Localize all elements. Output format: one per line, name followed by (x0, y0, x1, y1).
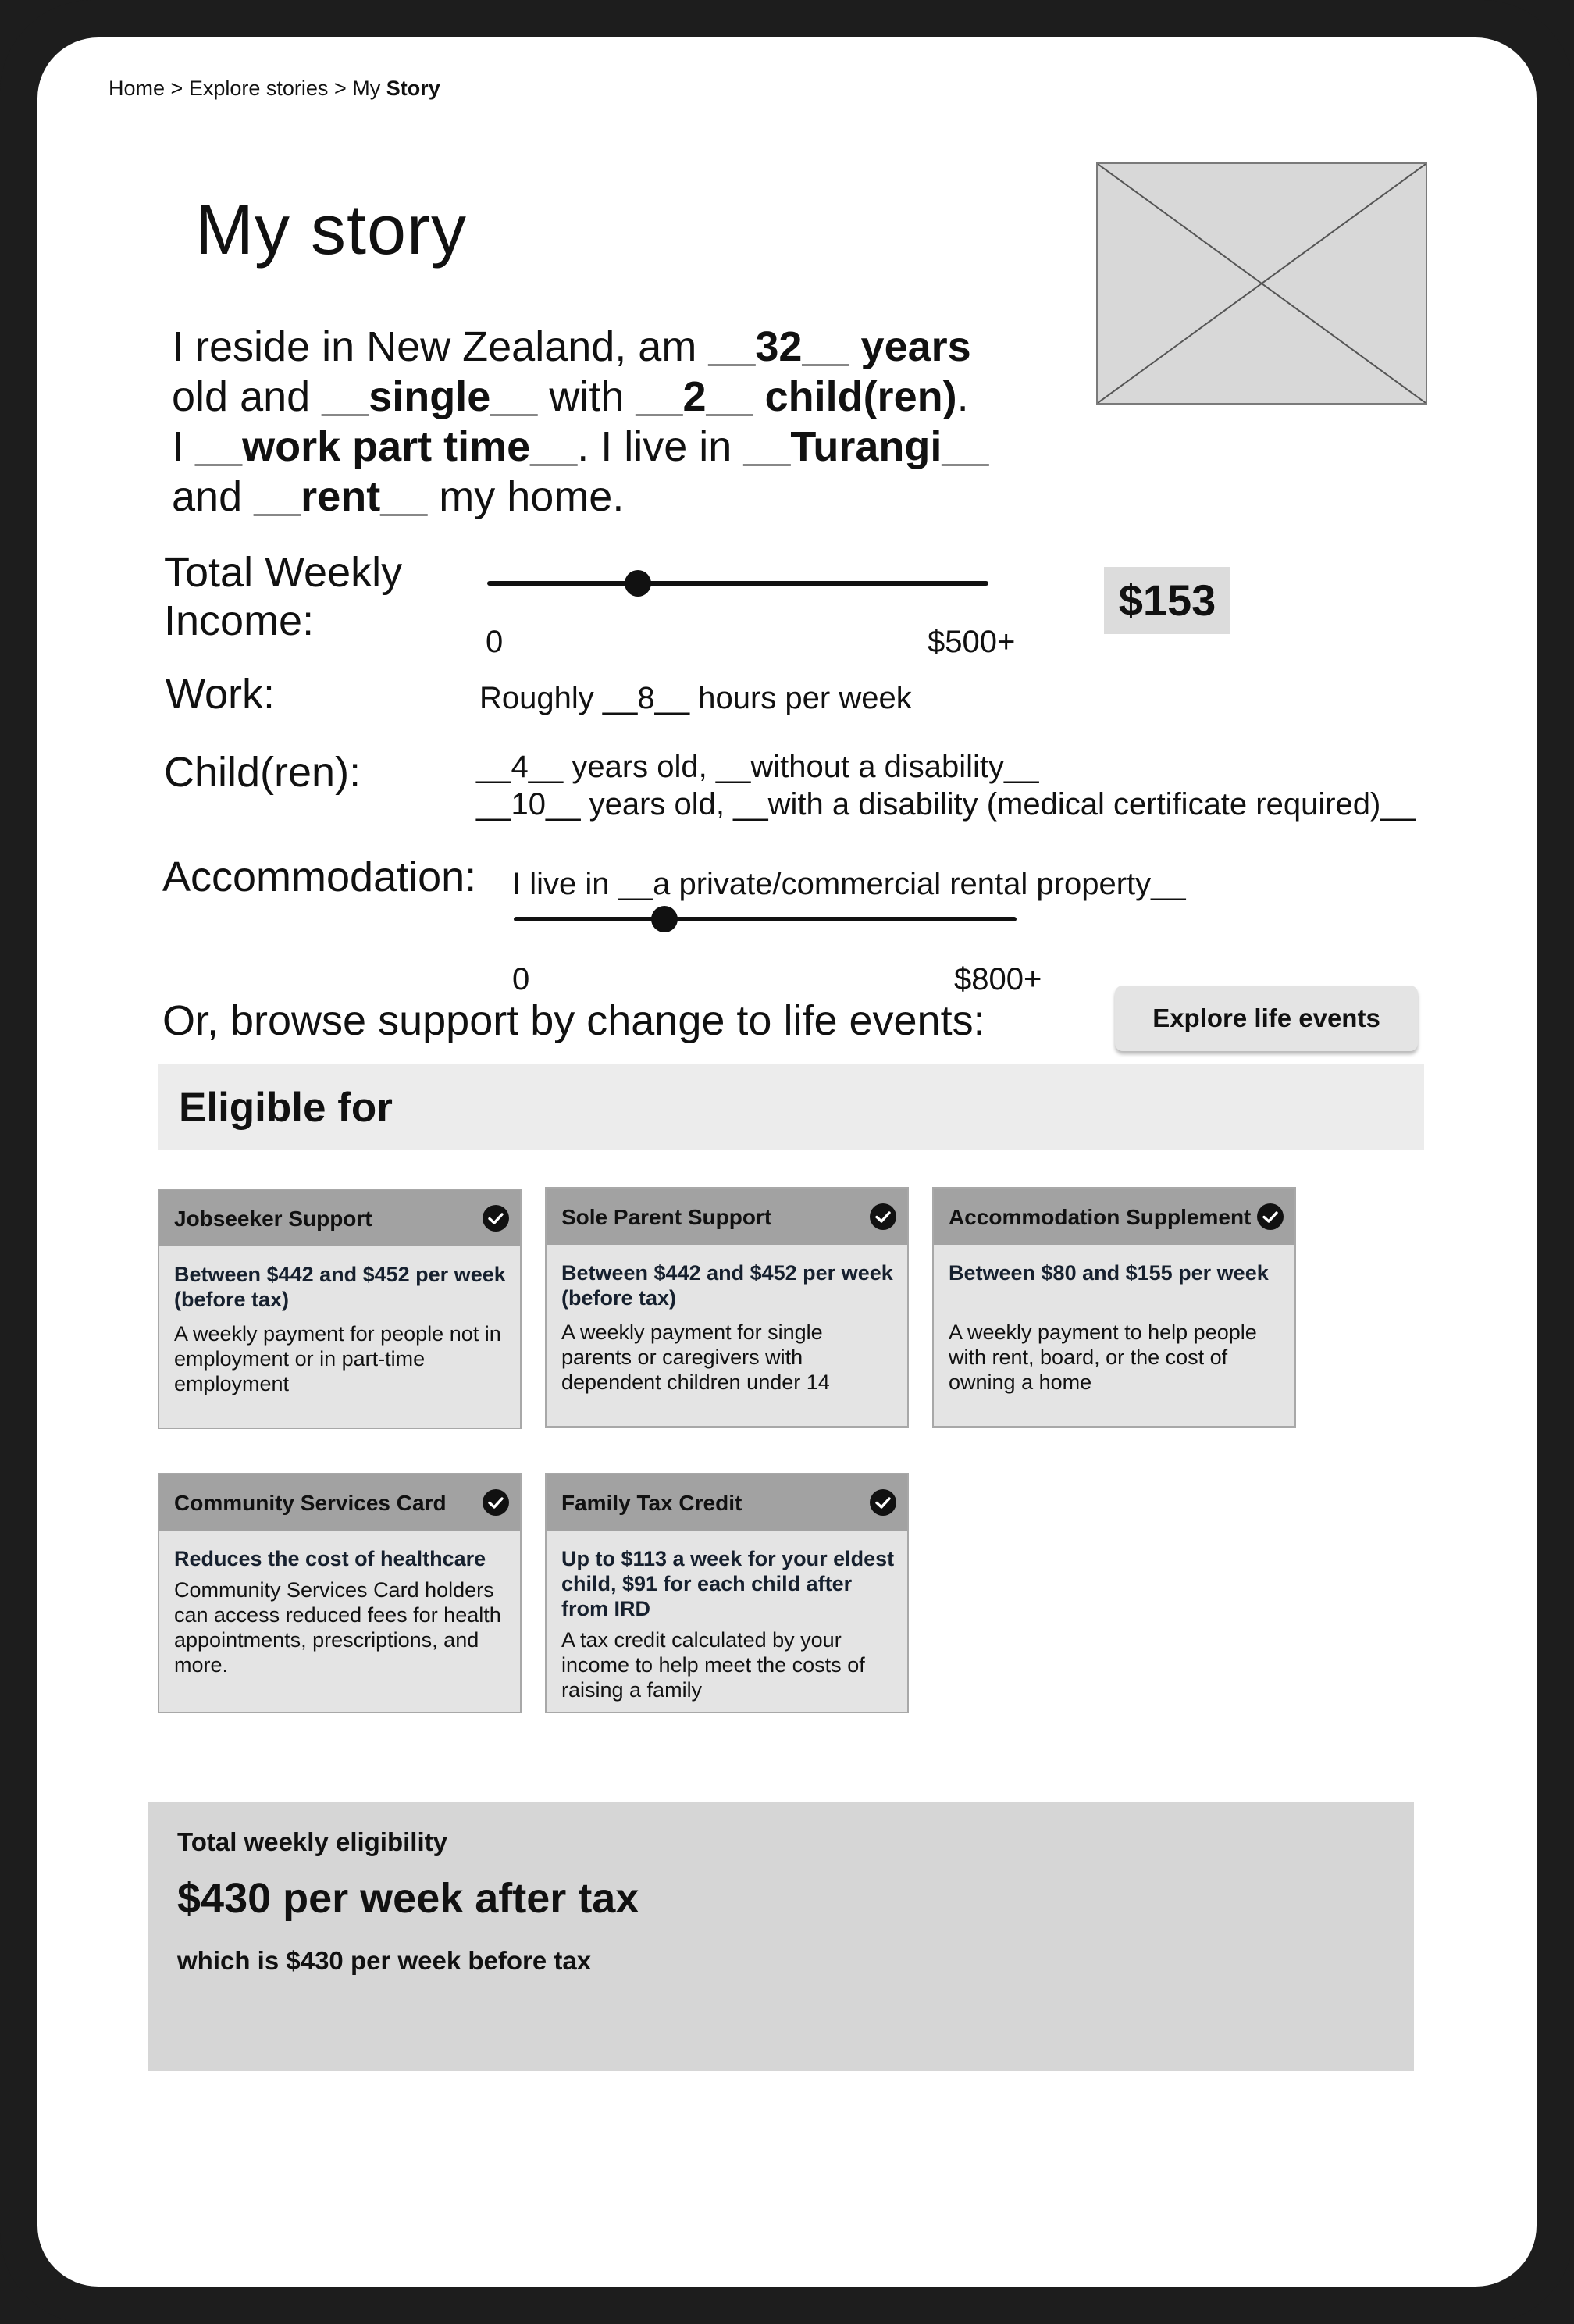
accommodation-label: Accommodation: (162, 854, 477, 900)
image-placeholder-icon (1096, 162, 1427, 405)
income-label-line: Total Weekly (164, 549, 403, 596)
accommodation-slider-thumb[interactable] (651, 906, 678, 932)
card-title: Family Tax Credit (561, 1491, 742, 1515)
story-text: with (537, 373, 636, 420)
breadcrumb-explore-stories-link[interactable]: Explore stories (188, 77, 329, 100)
story-children-value[interactable]: __2__ (636, 373, 753, 420)
breadcrumb-current: Story (386, 77, 440, 100)
story-relationship-value[interactable]: __single__ (322, 373, 538, 420)
check-circle-icon (483, 1205, 509, 1232)
breadcrumb-home-link[interactable]: Home (109, 77, 166, 100)
breadcrumb-separator: > (170, 77, 183, 100)
benefit-card-jobseeker-support[interactable] (158, 1189, 522, 1429)
story-text: child(ren) (753, 373, 957, 420)
check-circle-icon (870, 1203, 896, 1230)
card-amount: Between $442 and $452 per week (before tax) (174, 1263, 506, 1311)
story-text: my home. (427, 473, 625, 520)
card-header (934, 1189, 1294, 1245)
benefit-card-community-services-card[interactable] (158, 1473, 522, 1713)
story-age-value[interactable]: __32__ (708, 323, 849, 370)
story-text: old and (172, 373, 322, 420)
card-description: A weekly payment for single parents or caregivers with dependent children under 14 (561, 1321, 830, 1394)
work-hours-text[interactable]: Roughly __8__ hours per week (479, 681, 912, 715)
accommodation-slider-min: 0 (512, 962, 530, 996)
breadcrumb-current-prefix: My (352, 77, 381, 100)
accommodation-type-text[interactable]: I live in __a private/commercial rental property__ (512, 867, 1186, 901)
benefit-card-accommodation-supplement[interactable] (932, 1187, 1296, 1428)
breadcrumb (109, 77, 440, 101)
story-summary (172, 322, 992, 522)
card-header (547, 1474, 907, 1531)
total-eligibility-panel (148, 1802, 1414, 2071)
card-amount: Between $442 and $452 per week (before tax) (561, 1261, 893, 1310)
card-title: Sole Parent Support (561, 1205, 772, 1229)
card-title: Jobseeker Support (174, 1207, 372, 1231)
story-location-value[interactable]: __Turangi__ (743, 423, 989, 470)
child-item[interactable]: __4__ years old, __without a disability__ (476, 750, 1039, 784)
accommodation-slider-track[interactable] (514, 917, 1017, 921)
card-description: A weekly payment to help people with rent, board, or the cost of owning a home (949, 1321, 1257, 1394)
accommodation-slider-max: $800+ (954, 962, 1042, 996)
card-amount: Up to $113 a week for your eldest child, $91 for each child after from IRD (561, 1547, 895, 1620)
card-description: A weekly payment for people not in employment or in part-time employment (174, 1322, 501, 1395)
card-amount: Reduces the cost of healthcare (174, 1547, 486, 1570)
income-slider-thumb[interactable] (625, 570, 651, 597)
total-eligibility-amount: $430 per week after tax (177, 1875, 639, 1922)
income-slider[interactable] (487, 578, 988, 609)
check-circle-icon (870, 1489, 896, 1516)
explore-life-events-button[interactable]: Explore life events (1115, 986, 1418, 1051)
card-amount: Between $80 and $155 per week (949, 1261, 1269, 1285)
page-title: My story (195, 191, 468, 269)
benefit-card-family-tax-credit[interactable] (545, 1473, 909, 1713)
story-text: . I live in (577, 423, 744, 470)
story-text: and (172, 473, 255, 520)
work-label: Work: (166, 671, 276, 718)
benefit-card-sole-parent-support[interactable] (545, 1187, 909, 1428)
card-header (159, 1190, 520, 1246)
eligible-heading: Eligible for (179, 1085, 393, 1131)
screen (37, 37, 1537, 2287)
story-work-value[interactable]: __work part time__ (195, 423, 578, 470)
accommodation-cost-slider[interactable] (514, 914, 1017, 945)
card-header (159, 1474, 520, 1531)
income-slider-track[interactable] (487, 581, 988, 586)
story-text: I reside in New Zealand, am (172, 323, 709, 370)
income-value-display: $153 (1104, 567, 1230, 634)
card-title: Community Services Card (174, 1491, 447, 1515)
card-title: Accommodation Supplement (949, 1205, 1252, 1229)
story-text: years (849, 323, 971, 370)
total-eligibility-before-tax: which is $430 per week before tax (177, 1946, 592, 1975)
check-circle-icon (1257, 1203, 1284, 1230)
check-circle-icon (483, 1489, 509, 1516)
card-header (547, 1189, 907, 1245)
income-slider-max: $500+ (928, 625, 1016, 659)
child-item[interactable]: __10__ years old, __with a disability (medical certificate required)__ (476, 787, 1416, 822)
story-text: . I (172, 373, 969, 470)
life-events-prompt: Or, browse support by change to life events: (162, 997, 985, 1044)
income-slider-min: 0 (486, 625, 504, 659)
income-label (164, 548, 402, 645)
income-label-line: Income: (164, 597, 315, 644)
card-description: A tax credit calculated by your income to help meet the costs of raising a family (561, 1628, 865, 1702)
card-description: Community Services Card holders can access reduced fees for health appointments, prescriptions, and more. (174, 1578, 501, 1677)
total-eligibility-label: Total weekly eligibility (177, 1827, 447, 1856)
eligible-section-header (158, 1064, 1424, 1150)
story-tenure-value[interactable]: __rent__ (254, 473, 428, 520)
breadcrumb-separator: > (333, 77, 347, 100)
children-label: Child(ren): (164, 749, 361, 796)
